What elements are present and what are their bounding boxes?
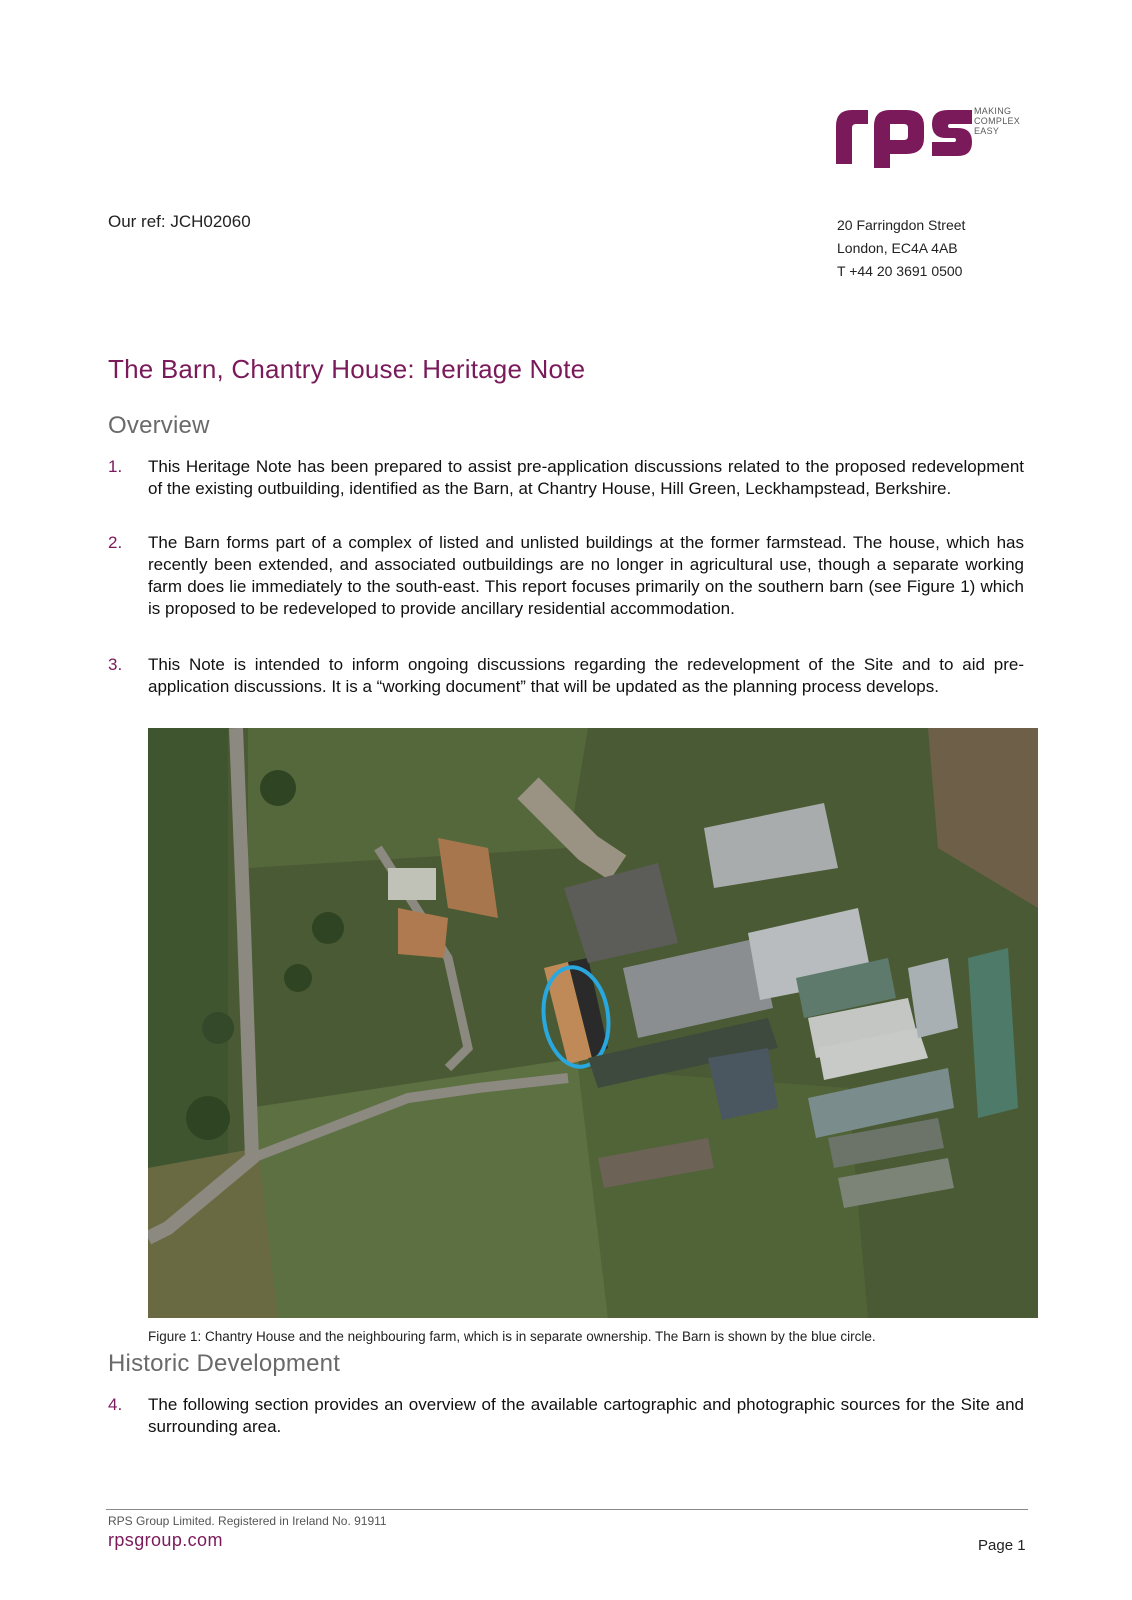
paragraph-number: 1.	[108, 457, 123, 476]
paragraph-text: The Barn forms part of a complex of listed and unlisted buildings at the former farmstead. The house, which has recently been extended, and associated outbuildings are no longer in agricultural use, though a separate working farm does lie immediately to the south-east. This report focuses primarily on the southern barn (see Figure 1) which is proposed to be redeveloped to provide ancillary residential accommodation.	[148, 533, 1024, 618]
paragraph-text: This Note is intended to inform ongoing discussions regarding the redevelopment of the Site and to aid pre-application discussions. It is a “working document” that will be updated as the planning process develops.	[148, 655, 1024, 696]
paragraph-number: 3.	[108, 655, 123, 674]
footer-website-link[interactable]: rpsgroup.com	[108, 1530, 223, 1550]
aerial-photo	[148, 728, 1038, 1318]
figure-caption: Figure 1: Chantry House and the neighbouring farm, which is in separate ownership. The Barn is shown by the blue circle.	[148, 1329, 876, 1344]
tagline-line: EASY	[974, 126, 1000, 136]
address-line: London, EC4A 4AB	[837, 240, 958, 256]
address-line: 20 Farringdon Street	[837, 217, 966, 233]
footer-registration: RPS Group Limited. Registered in Ireland No. 91911	[108, 1514, 387, 1528]
paragraph-4	[108, 1394, 1024, 1438]
page-number: Page 1	[978, 1537, 1026, 1554]
paragraph-number: 4.	[108, 1395, 123, 1414]
paragraph-text: This Heritage Note has been prepared to assist pre-application discussions related to the proposed redevelopment of the existing outbuilding, identified as the Barn, at Chantry House, Hill Green, Leckhampstead, Berkshire.	[148, 457, 1024, 498]
paragraph-text: The following section provides an overview of the available cartographic and photographic sources for the Site and surrounding area.	[148, 1395, 1024, 1436]
paragraph-1	[108, 456, 1024, 500]
overview-heading: Overview	[108, 412, 210, 439]
tagline-line: MAKING	[974, 106, 1012, 116]
document-title: The Barn, Chantry House: Heritage Note	[108, 354, 586, 384]
paragraph-number: 2.	[108, 533, 123, 552]
footer-divider	[106, 1509, 1028, 1510]
office-address	[837, 214, 965, 283]
tagline-line: COMPLEX	[974, 116, 1021, 126]
brand-tagline	[974, 106, 1020, 136]
paragraph-2	[108, 532, 1024, 620]
address-phone: T +44 20 3691 0500	[837, 263, 963, 279]
our-reference: Our ref: JCH02060	[108, 212, 251, 231]
historic-development-heading: Historic Development	[108, 1350, 341, 1377]
paragraph-3	[108, 654, 1024, 698]
